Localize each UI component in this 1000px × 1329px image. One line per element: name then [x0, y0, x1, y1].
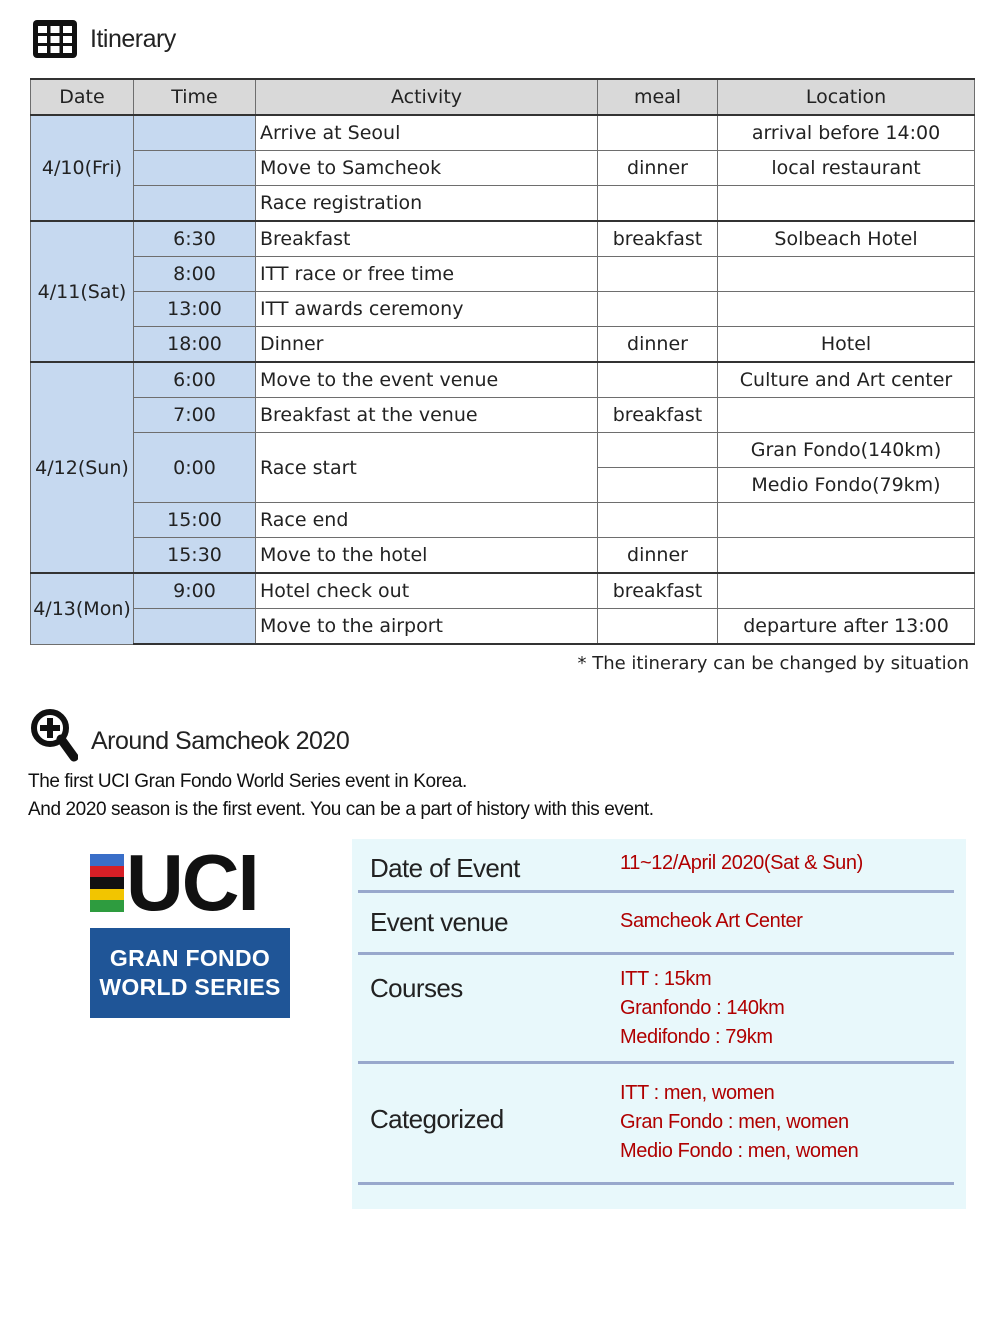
meal-cell: dinner	[598, 327, 718, 363]
location-cell: Gran Fondo(140km)	[718, 433, 975, 468]
table-row	[31, 398, 975, 433]
location-cell	[718, 398, 975, 433]
date-cell: 4/13(Mon)	[31, 573, 134, 644]
meal-cell: breakfast	[598, 398, 718, 433]
badge-line: GRAN FONDO	[109, 945, 271, 971]
table-row	[31, 151, 975, 186]
info-value-line: Medifondo : 79km	[620, 1026, 773, 1048]
itinerary-title: Itinerary	[90, 24, 176, 53]
info-value-line: 11~12/April 2020(Sat & Sun)	[620, 852, 863, 874]
intro-line: The first UCI Gran Fondo World Series event in Korea.	[28, 771, 467, 792]
location-cell	[718, 186, 975, 222]
info-label: Courses	[370, 973, 463, 1003]
info-value-line: ITT : men, women	[620, 1082, 775, 1104]
location-cell: Medio Fondo(79km)	[718, 468, 975, 503]
location-cell	[718, 573, 975, 609]
rainbow-stripes	[90, 854, 124, 912]
around-heading	[30, 708, 349, 762]
time-cell: 15:30	[134, 538, 256, 574]
header-activity: Activity	[256, 79, 598, 115]
time-cell	[134, 186, 256, 222]
time-cell	[134, 115, 256, 151]
table-grid-icon	[32, 19, 78, 59]
time-cell	[134, 609, 256, 645]
info-row-venue	[358, 893, 954, 955]
meal-cell	[598, 186, 718, 222]
location-cell	[718, 257, 975, 292]
stripe-blue	[90, 854, 124, 866]
time-cell: 15:00	[134, 503, 256, 538]
itinerary-note: * The itinerary can be changed by situation	[577, 653, 969, 674]
meal-cell	[598, 468, 718, 503]
table-row	[31, 503, 975, 538]
table-row	[31, 433, 975, 468]
activity-cell: Race registration	[256, 186, 598, 222]
location-cell	[718, 538, 975, 574]
stripe-green	[90, 900, 124, 912]
location-cell: local restaurant	[718, 151, 975, 186]
location-cell: Solbeach Hotel	[718, 221, 975, 257]
event-info-panel	[352, 839, 966, 1209]
itinerary-table	[30, 78, 975, 645]
intro-line: And 2020 season is the first event. You can be a part of history with this event.	[28, 799, 654, 820]
table-row	[31, 292, 975, 327]
location-cell: departure after 13:00	[718, 609, 975, 645]
table-row	[31, 186, 975, 222]
info-value-line: Medio Fondo : men, women	[620, 1140, 859, 1162]
badge-line: WORLD SERIES	[99, 974, 281, 1000]
activity-cell: Arrive at Seoul	[256, 115, 598, 151]
info-value-line: ITT : 15km	[620, 968, 712, 990]
date-cell: 4/10(Fri)	[31, 115, 134, 221]
info-label: Event venue	[370, 907, 508, 937]
activity-cell: Move to the event venue	[256, 362, 598, 398]
activity-cell: ITT awards ceremony	[256, 292, 598, 327]
meal-cell: dinner	[598, 151, 718, 186]
activity-cell: Move to the airport	[256, 609, 598, 645]
meal-cell	[598, 609, 718, 645]
activity-cell: Race start	[256, 433, 598, 503]
table-row	[31, 609, 975, 645]
table-row	[31, 573, 975, 609]
table-row	[31, 327, 975, 363]
meal-cell	[598, 257, 718, 292]
time-cell: 18:00	[134, 327, 256, 363]
meal-cell	[598, 115, 718, 151]
info-row-courses	[358, 955, 954, 1064]
info-value-line: Granfondo : 140km	[620, 997, 785, 1019]
location-cell	[718, 292, 975, 327]
table-row	[31, 115, 975, 151]
info-row-date	[358, 839, 954, 893]
table-row	[31, 538, 975, 574]
activity-cell: Dinner	[256, 327, 598, 363]
meal-cell	[598, 362, 718, 398]
table-row	[31, 221, 975, 257]
info-value-line: Gran Fondo : men, women	[620, 1111, 849, 1133]
time-cell: 6:00	[134, 362, 256, 398]
meal-cell	[598, 503, 718, 538]
header-location: Location	[718, 79, 975, 115]
time-cell: 6:30	[134, 221, 256, 257]
info-value	[620, 907, 803, 936]
activity-cell: Breakfast	[256, 221, 598, 257]
activity-cell: Move to Samcheok	[256, 151, 598, 186]
activity-cell: Breakfast at the venue	[256, 398, 598, 433]
around-intro	[28, 768, 654, 824]
location-cell: Culture and Art center	[718, 362, 975, 398]
time-cell	[134, 151, 256, 186]
stripe-red	[90, 866, 124, 878]
location-cell: arrival before 14:00	[718, 115, 975, 151]
time-cell: 8:00	[134, 257, 256, 292]
info-row-categorized	[358, 1064, 954, 1185]
activity-cell: Hotel check out	[256, 573, 598, 609]
date-cell: 4/12(Sun)	[31, 362, 134, 573]
location-cell	[718, 503, 975, 538]
header-time: Time	[134, 79, 256, 115]
meal-cell: breakfast	[598, 221, 718, 257]
meal-cell	[598, 292, 718, 327]
time-cell: 13:00	[134, 292, 256, 327]
meal-cell: dinner	[598, 538, 718, 574]
meal-cell: breakfast	[598, 573, 718, 609]
activity-cell: Race end	[256, 503, 598, 538]
magnifier-plus-icon	[30, 708, 78, 762]
time-cell: 9:00	[134, 573, 256, 609]
stripe-black	[90, 877, 124, 889]
time-cell: 7:00	[134, 398, 256, 433]
table-row	[31, 362, 975, 398]
info-label: Date of Event	[370, 853, 520, 883]
info-value	[620, 849, 863, 878]
table-row	[31, 257, 975, 292]
header-date: Date	[31, 79, 134, 115]
uci-letters: UCI	[126, 838, 258, 927]
info-value	[620, 965, 784, 1052]
info-value-line: Samcheok Art Center	[620, 910, 803, 932]
info-value	[620, 1079, 858, 1166]
uci-gran-fondo-logo	[90, 838, 290, 1018]
table-header-row	[31, 79, 975, 115]
gran-fondo-badge	[90, 928, 290, 1018]
header-meal: meal	[598, 79, 718, 115]
info-label: Categorized	[370, 1104, 504, 1134]
meal-cell	[598, 433, 718, 468]
around-title: Around Samcheok 2020	[91, 726, 350, 755]
location-cell: Hotel	[718, 327, 975, 363]
uci-wordmark	[90, 838, 258, 927]
time-cell: 0:00	[134, 433, 256, 503]
stripe-yellow	[90, 889, 124, 901]
activity-cell: Move to the hotel	[256, 538, 598, 574]
activity-cell: ITT race or free time	[256, 257, 598, 292]
itinerary-heading	[32, 19, 176, 59]
date-cell: 4/11(Sat)	[31, 221, 134, 362]
